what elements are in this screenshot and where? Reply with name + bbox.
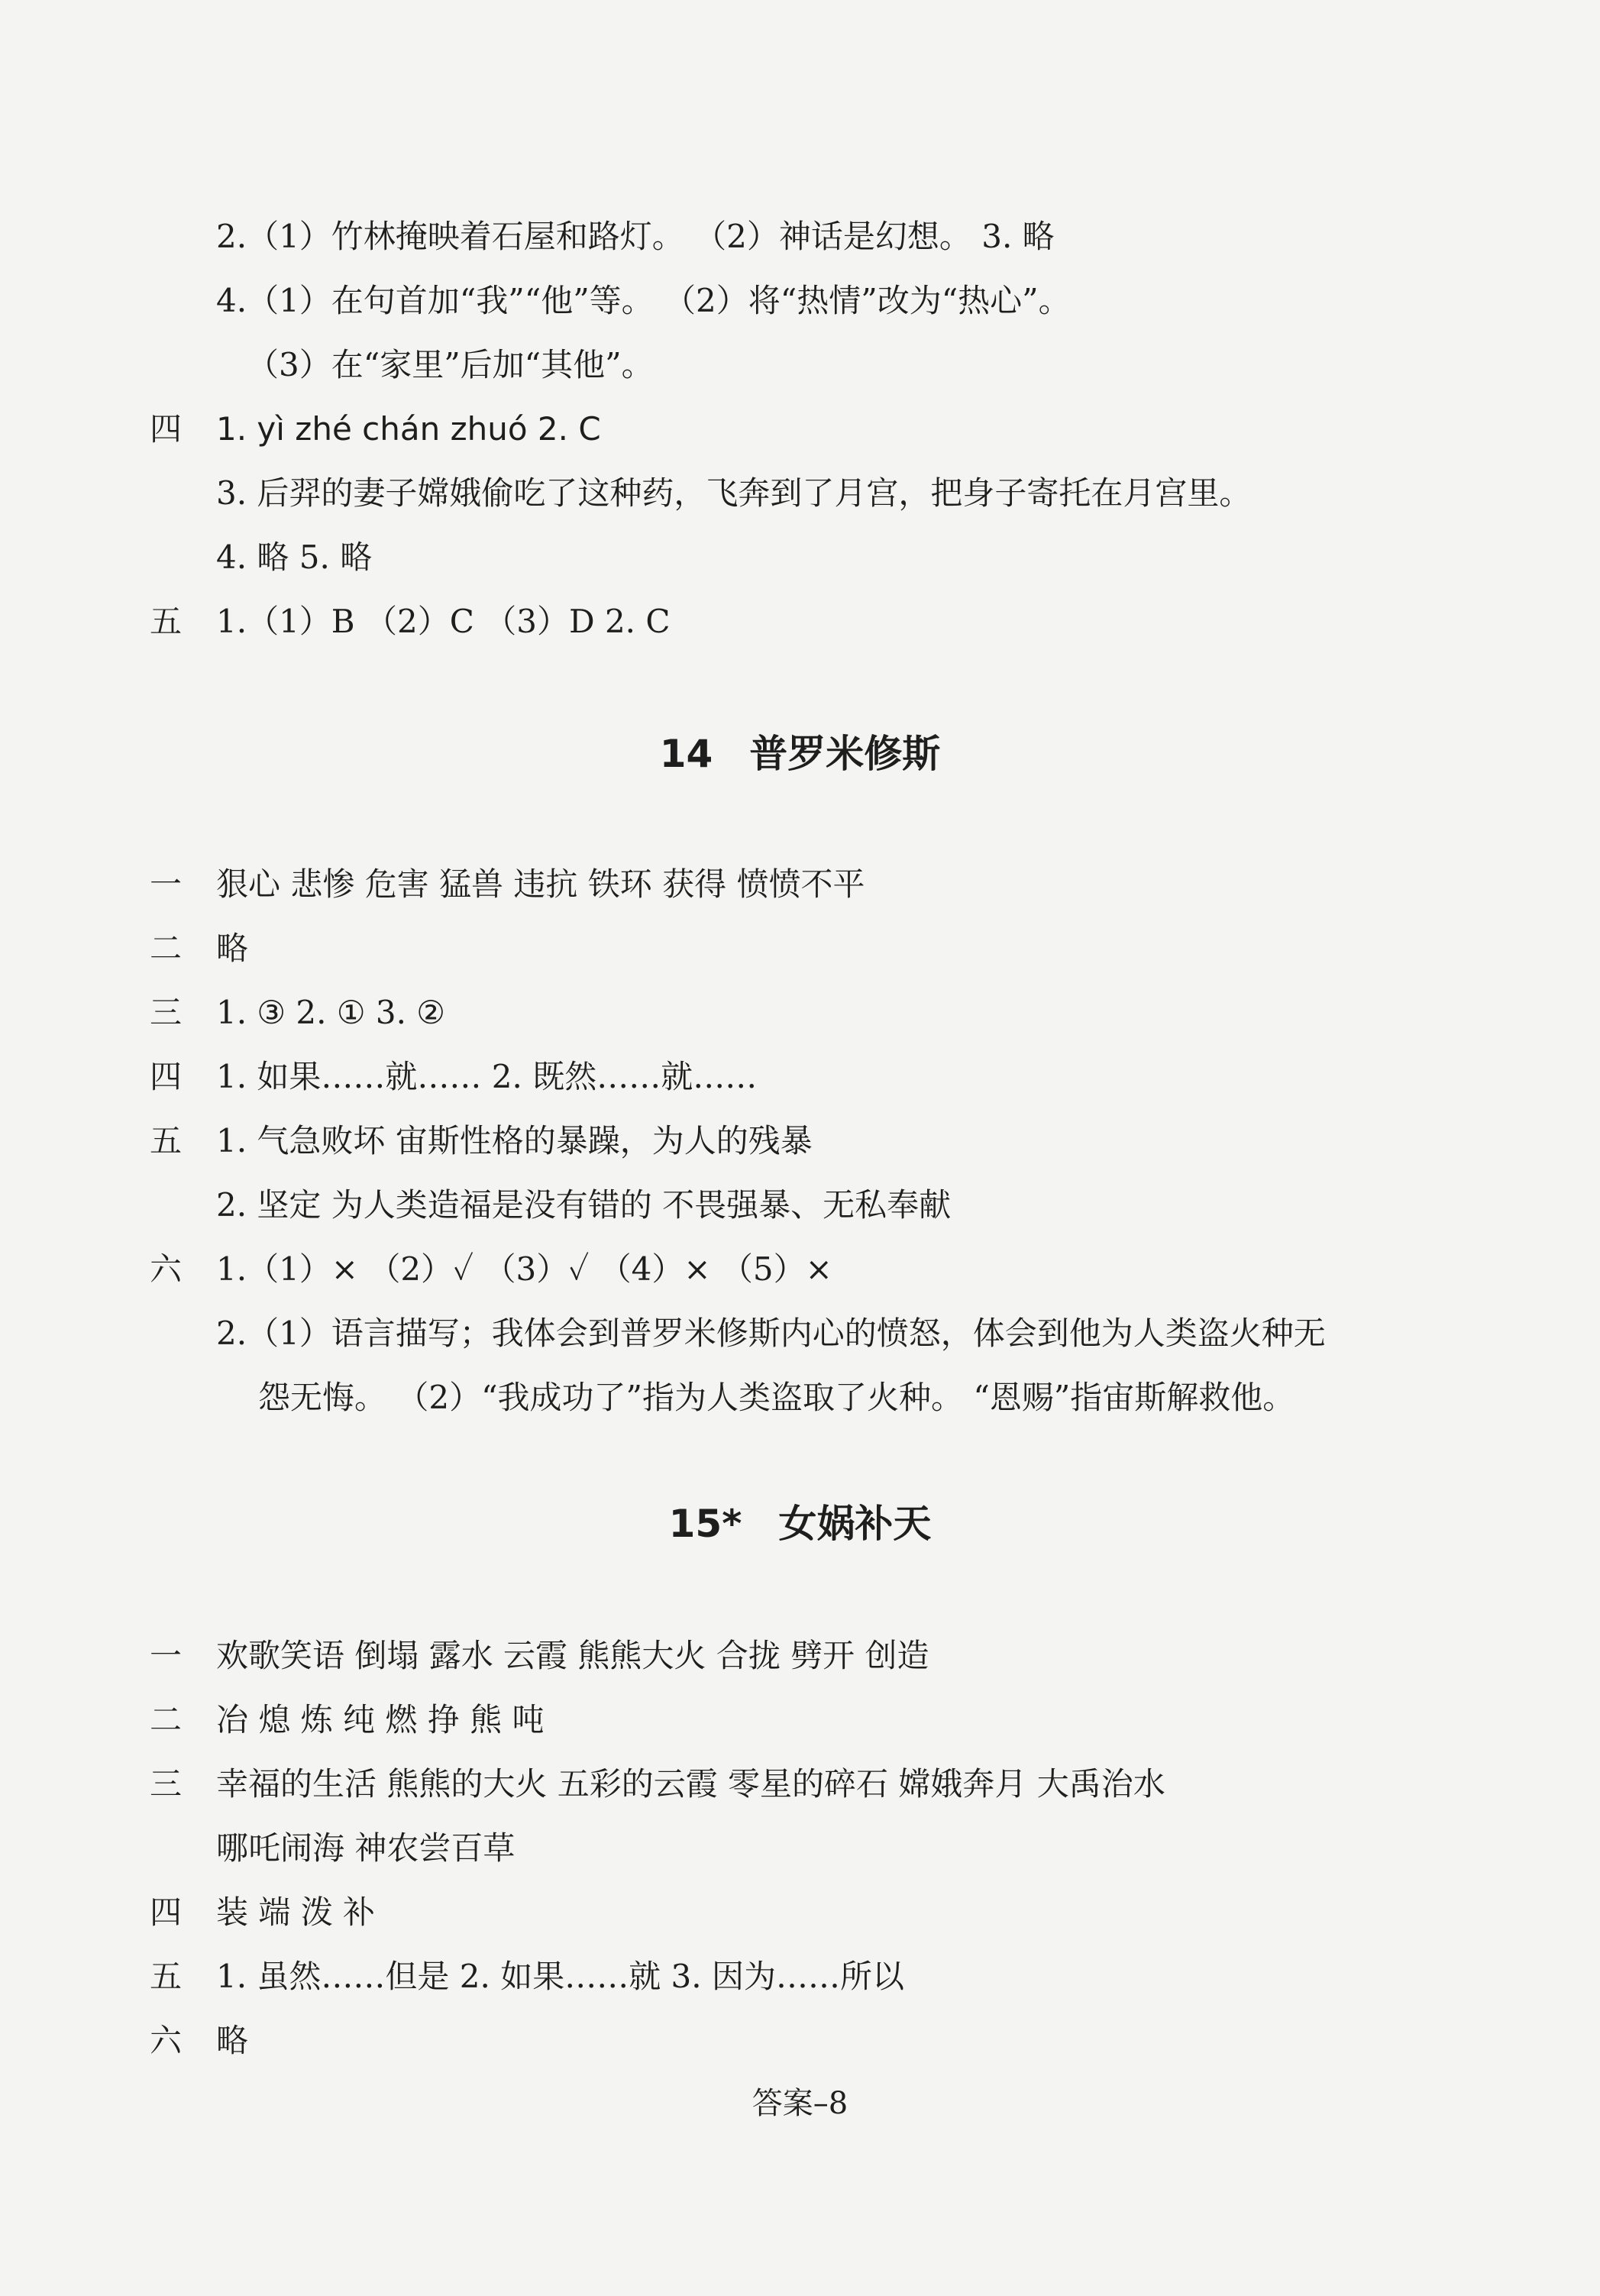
answer-text: 欢歌笑语 倒塌 露水 云霞 熊熊大火 合拢 劈开 创造	[216, 1637, 929, 1674]
answer-text: 装 端 泼 补	[216, 1893, 376, 1931]
item-label: 一	[150, 865, 183, 903]
page-number: 答案–8	[752, 2086, 848, 2121]
section-heading	[0, 729, 1600, 778]
item-label: 六	[150, 1250, 183, 1288]
answer-text: 3. 后羿的妻子嫦娥偷吃了这种药，飞奔到了月宫，把身子寄托在月宫里。	[216, 474, 1252, 512]
answer-text: 哪吒闹海 神农尝百草	[216, 1829, 516, 1867]
answer-text: （3）在“家里”后加“其他”。	[247, 346, 654, 383]
answer-text: 4.（1）在句首加“我”“他”等。 （2）将“热情”改为“热心”。	[216, 282, 1071, 319]
item-label: 五	[150, 1122, 183, 1159]
item-label: 五	[150, 1958, 183, 1995]
answer-text: 1. yì zhé chán zhuó 2. C	[216, 410, 601, 448]
answer-text: 幸福的生活 熊熊的大火 五彩的云霞 零星的碎石 嫦娥奔月 大禹治水	[216, 1765, 1165, 1803]
item-label: 四	[150, 1058, 183, 1095]
answer-text: 1. 如果……就…… 2. 既然……就……	[216, 1058, 758, 1095]
lesson-number: 14	[659, 732, 713, 776]
item-label: 三	[150, 1765, 183, 1803]
item-label: 三	[150, 994, 183, 1031]
answer-text: 2.（1）竹林掩映着石屋和路灯。 （2）神话是幻想。 3. 略	[216, 218, 1055, 255]
answer-text: 2. 坚定 为人类造福是没有错的 不畏强暴、无私奉献	[216, 1186, 952, 1224]
answer-text: 4. 略 5. 略	[216, 538, 373, 576]
answer-text: 1. 虽然……但是 2. 如果……就 3. 因为……所以	[216, 1958, 904, 1995]
item-label: 二	[150, 930, 183, 967]
answer-text: 怨无悔。 （2）“我成功了”指为人类盗取了火种。 “恩赐”指宙斯解救他。	[258, 1379, 1295, 1416]
item-label: 六	[150, 2022, 183, 2059]
answer-text: 1. ③ 2. ① 3. ②	[216, 994, 445, 1031]
answer-text: 1.（1）B （2）C （3）D 2. C	[216, 603, 671, 640]
lesson-title: 女娲补天	[778, 1502, 932, 1546]
answer-text: 冶 熄 炼 纯 燃 挣 熊 吨	[216, 1701, 545, 1738]
answer-text: 2.（1）语言描写；我体会到普罗米修斯内心的愤怒，体会到他为人类盗火种无	[216, 1315, 1326, 1352]
item-label: 五	[150, 603, 183, 640]
lesson-title: 普罗米修斯	[749, 732, 941, 776]
answer-text: 1.（1）× （2）✓ （3）✓ （4）× （5）×	[216, 1250, 832, 1288]
item-label: 二	[150, 1701, 183, 1738]
section-heading	[0, 1499, 1600, 1548]
answer-text: 狠心 悲惨 危害 猛兽 违抗 铁环 获得 愤愤不平	[216, 865, 865, 903]
item-label: 四	[150, 1893, 183, 1931]
answer-text: 略	[216, 930, 249, 967]
answer-text: 1. 气急败坏 宙斯性格的暴躁，为人的残暴	[216, 1122, 813, 1159]
item-label: 四	[150, 410, 183, 448]
item-label: 一	[150, 1637, 183, 1674]
answer-text: 略	[216, 2022, 249, 2059]
lesson-number: 15*	[668, 1502, 742, 1546]
